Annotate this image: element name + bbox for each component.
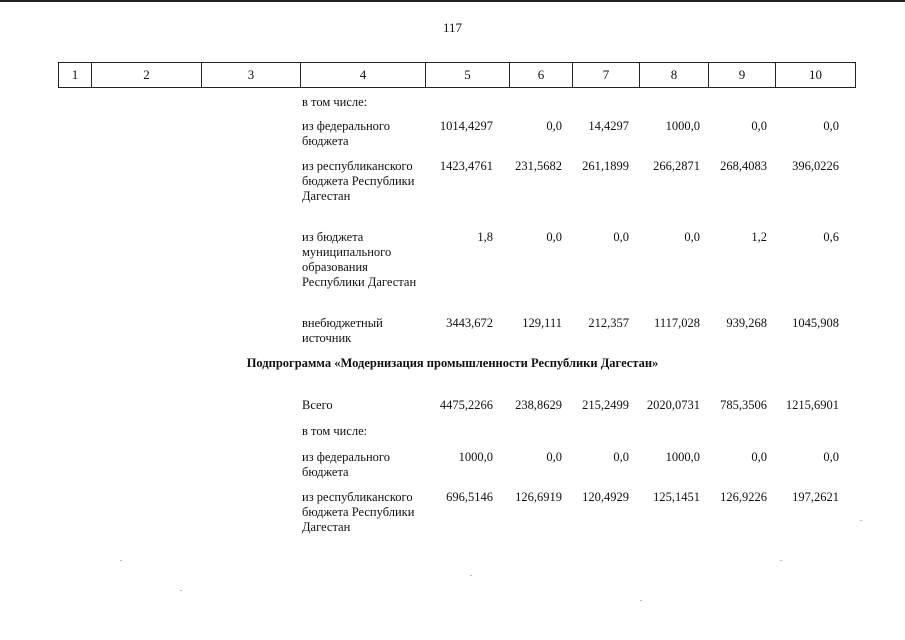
- scan-speck: [180, 590, 182, 591]
- value-cell: 1,2: [751, 230, 767, 244]
- value-cell: 212,357: [588, 316, 629, 330]
- scan-top-edge: [0, 0, 905, 2]
- row-label: в том числе:: [302, 424, 368, 438]
- scan-speck: [470, 575, 472, 576]
- column-header-cell: 6: [510, 63, 573, 88]
- value-cell: 0,0: [546, 230, 562, 244]
- column-header-cell: 7: [573, 63, 640, 88]
- value-cell: 197,2621: [792, 490, 839, 504]
- row-label: из федерального бюджета: [302, 450, 390, 479]
- value-cell: 238,8629: [515, 398, 562, 412]
- value-cell: 4475,2266: [439, 398, 493, 412]
- value-cell: 1,8: [477, 230, 493, 244]
- scan-speck: [780, 560, 782, 561]
- scan-speck: [120, 560, 122, 561]
- value-cell: 126,9226: [720, 490, 767, 504]
- column-header-cell: 3: [202, 63, 301, 88]
- value-cell: 0,0: [823, 119, 839, 133]
- value-cell: 1117,028: [654, 316, 700, 330]
- column-number-header: [58, 62, 856, 88]
- column-header-cell: 9: [709, 63, 776, 88]
- value-cell: 0,0: [751, 119, 767, 133]
- value-cell: 1014,4297: [439, 119, 493, 133]
- value-cell: 0,0: [684, 230, 700, 244]
- column-header-cell: 4: [301, 63, 426, 88]
- column-header-cell: 8: [640, 63, 709, 88]
- value-cell: 14,4297: [588, 119, 629, 133]
- value-cell: 0,0: [823, 450, 839, 464]
- value-cell: 231,5682: [515, 159, 562, 173]
- value-cell: 126,6919: [515, 490, 562, 504]
- value-cell: 0,0: [546, 119, 562, 133]
- value-cell: 129,111: [522, 316, 562, 330]
- row-label: из республиканского бюджета Республики Дагестан: [302, 490, 415, 534]
- value-cell: 1045,908: [792, 316, 839, 330]
- value-cell: 3443,672: [446, 316, 493, 330]
- page-number: 117: [442, 20, 463, 35]
- value-cell: 125,1451: [653, 490, 700, 504]
- column-header-cell: 2: [92, 63, 202, 88]
- value-cell: 0,0: [613, 450, 629, 464]
- column-header-cell: 1: [59, 63, 92, 88]
- value-cell: 696,5146: [446, 490, 493, 504]
- value-cell: 215,2499: [582, 398, 629, 412]
- value-cell: 2020,0731: [646, 398, 700, 412]
- value-cell: 1000,0: [665, 119, 700, 133]
- row-label: Всего: [302, 398, 333, 412]
- row-label: из бюджета муниципального образования Республики Дагестан: [302, 230, 417, 289]
- value-cell: 1000,0: [458, 450, 493, 464]
- subprogram-title: Подпрограмма «Модернизация промышленности Республики Дагестан»: [246, 356, 659, 370]
- value-cell: 1423,4761: [439, 159, 493, 173]
- row-label: из федерального бюджета: [302, 119, 390, 148]
- value-cell: 0,6: [823, 230, 839, 244]
- column-header-cell: 5: [426, 63, 510, 88]
- value-cell: 0,0: [751, 450, 767, 464]
- row-label: внебюджетный источник: [302, 316, 383, 345]
- value-cell: 0,0: [546, 450, 562, 464]
- row-label: в том числе:: [302, 95, 368, 109]
- value-cell: 785,3506: [720, 398, 767, 412]
- value-cell: 261,1899: [582, 159, 629, 173]
- row-label: из республиканского бюджета Республики Дагестан: [302, 159, 415, 203]
- column-header-cell: 10: [776, 63, 856, 88]
- value-cell: 939,268: [726, 316, 767, 330]
- value-cell: 396,0226: [792, 159, 839, 173]
- value-cell: 266,2871: [653, 159, 700, 173]
- value-cell: 0,0: [613, 230, 629, 244]
- scan-speck: [860, 520, 862, 521]
- value-cell: 268,4083: [720, 159, 767, 173]
- value-cell: 120,4929: [582, 490, 629, 504]
- value-cell: 1000,0: [665, 450, 700, 464]
- scan-speck: [640, 600, 642, 601]
- value-cell: 1215,6901: [785, 398, 839, 412]
